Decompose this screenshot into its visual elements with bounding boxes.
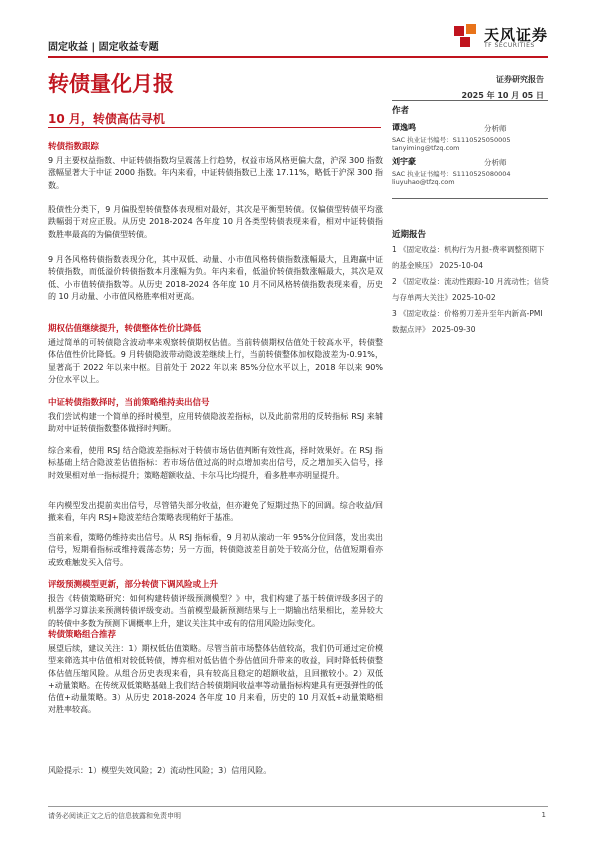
paragraph: 展望后续，建议关注：1）期权低估值策略。尽管当前市场整体估值较高，我们仍可通过定价模型来筛选其中估值相对较低转债，博弈相对低估值个券估值回升带来的收益，同时降低转债整体估值压缩风险。从组合历史表现来看，具有较高且稳定的超额收益，且回撤较小。2）双低+动量策略。在传统双低策略基础上我们结合转债期间收益率等动量指标构建具有更强弹性的低估值+动量策略。3）从历史 2018-2024 各年度 10 月来看，历史的 10 月双低+动量策略相对胜率较高。 (48, 644, 383, 715)
report-type: 证券研究报告 (496, 75, 544, 84)
header-rule (48, 56, 548, 58)
paragraph: 年内模型发出提前卖出信号，尽管错失部分收益，但亦避免了短期过热下的回调。综合收益/回撤来看，年内 RSJ+隐波差结合策略表现稍好于基准。 (48, 501, 383, 523)
authors-heading: 作者 (392, 106, 410, 116)
author-name: 谭逸鸣 (392, 123, 416, 132)
section-heading: 期权估值继续提升，转债整体性价比降低 (48, 324, 202, 334)
section-heading: 转债指数跟踪 (48, 142, 100, 152)
paragraph: 报告《转债策略研究：如何构建转债评级预测模型？》中，我们构建了基于转债评级多因子的机器学习算法来预测转债评级变动。当前模型最新预测结果与上一期输出结果相比，差异较大的转债中多数为预测下调概率上升，建议关注其中或有的信用风险边际变化。 (48, 594, 383, 628)
tf-logo-icon (452, 22, 480, 48)
author-name: 刘宇豪 (392, 157, 416, 166)
author-cert: SAC 执业证书编号：S1110525080004 (392, 170, 511, 178)
brand-name: 天风证券 (484, 26, 549, 44)
paragraph: 当前来看，策略仍维持卖出信号。从 RSJ 指标看，9 月初从滚动一年 95%分位回落，发出卖出信号，短期看指标或维持震荡态势；另一方面，转债隐波差目前处于较高分位，估值短期看亦或致难触发买入信号。 (48, 533, 383, 567)
brand-name-en: TF SECURITIES (484, 42, 535, 49)
related-report[interactable]: 1 《固定收益：机构行为月报-费率调整预期下的基金赎压》 2025-10-04 (392, 245, 545, 270)
risk-note: 风险提示：1）模型失效风险；2）流动性风险；3）信用风险。 (48, 766, 272, 775)
paragraph: 9 月主要权益指数、中证转债指数均呈震荡上行趋势，权益市场风格更偏大盘，沪深 300 指数涨幅显著大于中证 2000 指数。年内来看，中证转债指数已上涨 17.11%，略低于沪深 300 指数。 (48, 156, 383, 190)
page-number: 1 (541, 811, 546, 819)
author-cert: SAC 执业证书编号：S1110525050005 (392, 136, 511, 144)
section-heading: 转债策略组合推荐 (48, 630, 117, 640)
paragraph: 我们尝试构建一个简单的择时模型，应用转债隐波差指标，以及此前常用的反转指标 RSJ 来辅助对中证转债指数整体做择时判断。 (48, 412, 383, 434)
related-report[interactable]: 2 《固定收益：流动性跟踪-10 月流动性；信贷与存单两大关注》2025-10-02 (392, 277, 549, 302)
section-heading: 评级预测模型更新，部分转债下调风险或上升 (48, 580, 219, 590)
report-category: 固定收益 | 固定收益专题 (48, 42, 159, 53)
author-email[interactable]: liuyuhao@tfzq.com (392, 178, 455, 186)
paragraph: 9 月各风格转债指数表现分化，其中双低、动量、小市值风格转债指数涨幅最大，且跑赢中证转债指数，而低溢价转债指数本月涨幅为负。年内来看，低溢价转债指数涨幅最大，其次是双低、小市值转债指数等。从历史 2018-2024 各年度 10 月不同风格转债指数表现来看，历史的 10 月动量、小市值风格胜率相对更高。 (48, 255, 383, 301)
author-role: 分析师 (484, 158, 507, 167)
paragraph: 通过简单的可转债隐含波动率来观察转债期权估值。当前转债期权估值处于较高水平，转债整体估值性价比降低。9 月转债隐波带动隐波差继续上行，当前转债整体加权隐波差为-0.91%，显著高于 2022 年以来中枢。目前处于 2022 年以来 85%分位水平以上，2018 年以来 90%分位水平以上。 (48, 338, 383, 384)
author-role: 分析师 (484, 124, 507, 133)
related-heading: 近期报告 (392, 230, 427, 240)
related-report[interactable]: 3 《固定收益：价格剪刀差升至年内新高-PMI 数据点评》 2025-09-30 (392, 309, 543, 334)
section-heading: 中证转债指数择时，当前策略维持卖出信号 (48, 398, 210, 408)
paragraph: 综合来看，使用 RSJ 结合隐波差指标对于转债市场估值判断有效性高，择时效果好。在 RSJ 指标基础上结合隐波差估值指标：若市场估值过高的时点增加卖出信号，反之增加买入信号，择时效果相对单一指标提升；策略超额收益、卡尔马比均提升，看多胜率亦明显提升。 (48, 446, 383, 480)
sidebar-rule (392, 198, 548, 199)
disclaimer: 请务必阅读正文之后的信息披露和免责申明 (48, 812, 181, 820)
report-subtitle: 10 月，转债高估寻机 (48, 112, 165, 126)
footer-rule (48, 806, 548, 807)
subtitle-rule (48, 127, 381, 128)
report-date: 2025 年 10 月 05 日 (461, 91, 544, 100)
author-email[interactable]: tanyiming@tfzq.com (392, 144, 460, 152)
report-title: 转债量化月报 (48, 72, 174, 96)
paragraph: 股债性分类下，9 月偏股型转债整体表现相对最好，其次是平衡型转债。仅偏债型转债平均涨跌幅弱于对应正股。从历史 2018-2024 各年度 10 月各类型转债表现来看，相对中证转债指数胜率最高的为偏债型转债。 (48, 205, 383, 239)
sidebar-rule (392, 100, 548, 101)
